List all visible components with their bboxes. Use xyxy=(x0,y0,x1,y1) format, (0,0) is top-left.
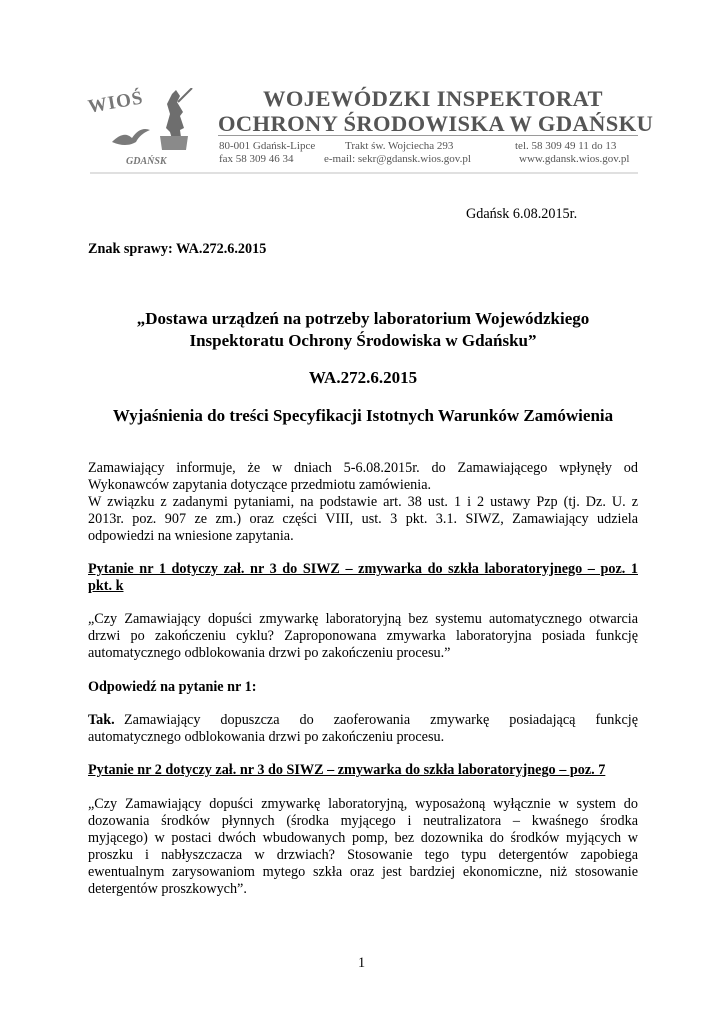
question-1-text-line1: „Czy Zamawiający dopuści zmywarkę laboratoryjną bez systemu automatycznego otwarcia xyxy=(88,611,638,627)
tender-title-line1: „Dostawa urządzeń na potrzeby laboratorium Wojewódzkiego xyxy=(136,309,590,328)
website: www.gdansk.wios.gov.pl xyxy=(519,153,630,165)
answer-1-line1: Zamawiający dopuszcza do zaoferowania zmywarkę posiadającą funkcję xyxy=(124,712,638,728)
fax-number: fax 58 309 46 34 xyxy=(219,153,294,165)
document-date: Gdańsk 6.08.2015r. xyxy=(466,206,578,222)
postal-address: 80-001 Gdańsk-Lipce xyxy=(219,140,316,152)
answer-1-lead: Tak. xyxy=(88,712,115,728)
logo-bird-icon xyxy=(110,124,152,152)
question-2-text-line3: myjącego) w postaci dwóch wbudowanych pomp, bez dozownika do środków myjących w xyxy=(88,830,638,846)
intro-line3: W związku z zadanymi pytaniami, na podstawie art. 38 ust. 1 i 2 ustawy Pzp (tj. Dz. U. z xyxy=(88,494,638,510)
answer-1-line2: automatycznego odblokowania drzwi po zakończeniu procesu. xyxy=(88,729,445,745)
logo-statue-icon xyxy=(150,88,198,158)
question-1-heading: Pytanie nr 1 dotyczy zał. nr 3 do SIWZ – zmywarka do szkła laboratoryjnego – poz. 1 xyxy=(88,561,638,577)
case-number: Znak sprawy: WA.272.6.2015 xyxy=(88,241,267,257)
intro-line4: 2013r. poz. 907 ze zm.) oraz części VIII, ust. 3 pkt. 3.1. SIWZ, Zamawiający udziela xyxy=(88,511,638,527)
intro-line1: Zamawiający informuje, że w dniach 5-6.08.2015r. do Zamawiającego wpłynęły od xyxy=(88,460,638,476)
question-1-text-line2: drzwi po zakończeniu cyklu? Zaproponowana zmywarka laboratoryjna posiada funkcję xyxy=(88,628,638,644)
email-address: e-mail: sekr@gdansk.wios.gov.pl xyxy=(324,153,471,165)
tender-code: WA.272.6.2015 xyxy=(308,368,418,387)
question-2-text-line4: proszku i nabłyszczacza w drzwiach? Stosowanie tego typu detergentów zapobiega xyxy=(88,847,638,863)
document-subtitle: Wyjaśnienia do treści Specyfikacji Istotnych Warunków Zamówienia xyxy=(112,406,614,425)
intro-line5: odpowiedzi na wniesione zapytania. xyxy=(88,528,294,544)
logo-text: WIOŚ xyxy=(86,87,146,118)
question-2-text-line2: dozowania środków płynnych (środka myjącego i neutralizatora – kwaśnego środka xyxy=(88,813,638,829)
logo-city: GDAŃSK xyxy=(126,156,167,167)
intro-line2: Wykonawców zapytania dotyczące przedmiotu zamówienia. xyxy=(88,477,432,493)
street-address: Trakt św. Wojciecha 293 xyxy=(345,140,454,152)
question-1-text-line3: automatycznego odblokowania drzwi po zakończeniu procesu.” xyxy=(88,645,451,661)
question-2-heading: Pytanie nr 2 dotyczy zał. nr 3 do SIWZ – zmywarka do szkła laboratoryjnego – poz. 7 xyxy=(88,762,606,778)
answer-1-label: Odpowiedź na pytanie nr 1: xyxy=(88,679,257,695)
question-2-text-line1: „Czy Zamawiający dopuści zmywarkę laboratoryjną, wyposażoną wyłącznie w system do xyxy=(88,796,638,812)
question-2-text-line6: detergentów proszkowych”. xyxy=(88,881,247,897)
phone-number: tel. 58 309 49 11 do 13 xyxy=(515,140,617,152)
institution-name-line2: OCHRONY ŚRODOWISKA W GDAŃSKU xyxy=(218,111,654,136)
wios-logo xyxy=(88,80,210,180)
letterhead-divider xyxy=(218,135,638,136)
tender-title-line2: Inspektoratu Ochrony Środowiska w Gdańsku” xyxy=(189,331,537,350)
page-number: 1 xyxy=(358,955,366,971)
institution-name-line1: WOJEWÓDZKI INSPEKTORAT xyxy=(263,86,603,111)
question-2-text-line5: ewentualnym zarysowaniom mytego szkła oraz jest bardziej ekonomiczne, niż stosowanie xyxy=(88,864,638,880)
letterhead-bottom-rule xyxy=(90,172,638,174)
question-1-heading-cont: pkt. k xyxy=(88,578,124,594)
